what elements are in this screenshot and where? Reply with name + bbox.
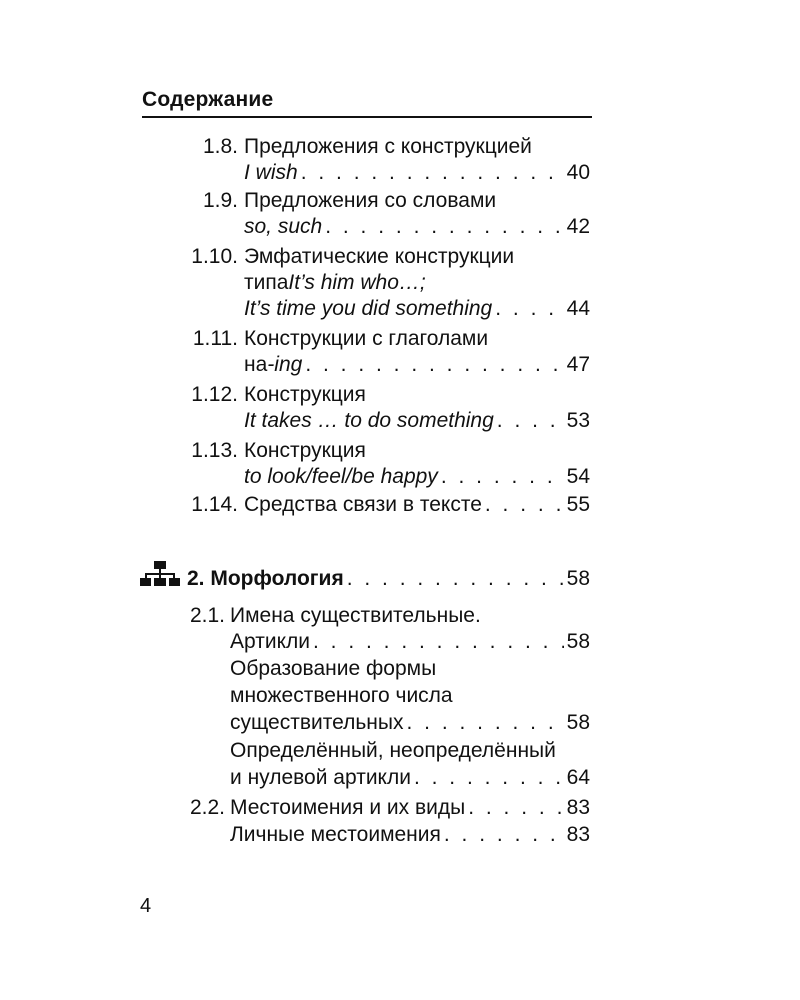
toc-entry-2-2[interactable]: Местоимения и их виды . . . 83 [230,795,590,821]
page-number: 4 [140,895,152,917]
toc-entry-title: Предложения с конструкцией [244,135,532,158]
toc-entry-1-11-line1[interactable]: Конструкции с глаголами [244,327,489,350]
toc-entry-1-9-line1[interactable]: Предложения со словами [244,189,497,212]
toc-subentry-personal-pronouns[interactable]: Личные местоимения . . . 83 [230,822,590,848]
section-title: 2. Морфология [187,567,344,590]
toc-entry-1-13-line1[interactable]: Конструкция [244,439,366,462]
page-ref: 83 [566,796,590,819]
dot-leader [468,795,563,821]
toc-number-2-2: 2.2. [189,796,225,819]
toc-number-1-12: 1.12. [191,383,238,406]
dot-leader [313,629,564,655]
toc-entry-1-8-line1[interactable] [244,134,532,160]
toc-entry-1-13-line2[interactable]: to look/feel/be happy . . . 54 [244,464,590,490]
toc-entry-1-10-line1[interactable]: Эмфатические конструкции [244,245,515,268]
dot-leader [497,408,564,434]
toc-number-1-11: 1.11. [192,327,238,350]
dot-leader [444,822,564,848]
dot-leader [347,566,564,592]
toc-entry-1-9-line2[interactable]: so, such . . . 42 [244,214,590,240]
page-ref: 55 [566,493,590,516]
toc-number-2-1: 2.1. [189,604,225,627]
header-title: Содержание [142,88,274,111]
page-ref: 54 [566,465,590,488]
toc-entry-1-12-line2[interactable]: It takes … to do something . . . 53 [244,408,590,434]
page-header [142,88,592,118]
page-ref: 58 [566,630,590,653]
toc-entry-1-10-line3[interactable]: It’s time you did something . . . 44 [244,296,590,322]
toc-entry-1-8-line2[interactable]: I wish . . . 40 [244,160,590,186]
toc-entry-2-1-line2[interactable]: Артикли . . . 58 [230,629,590,655]
toc-section-2[interactable] [187,566,590,592]
page-ref: 53 [566,409,590,432]
toc-number-1-14: 1.14. [191,493,238,516]
dot-leader [305,352,563,378]
toc-subentry-articles-line1[interactable]: Определённый, неопределённый [230,739,556,762]
toc-subentry-articles-line2[interactable]: и нулевой артикли . . . 64 [230,765,590,791]
dot-leader [485,492,564,518]
dot-leader [406,710,563,736]
toc-number-1-9: 1.9. [202,189,238,212]
dot-leader [325,214,563,240]
toc-entry-1-10-line2[interactable]: типа It’s him who…; [244,271,426,294]
toc-entry-2-1-line1[interactable]: Имена существительные. [230,604,481,627]
toc-entry-1-12-line1[interactable]: Конструкция [244,383,366,406]
toc-entry-1-11-line2[interactable]: на -ing . . . 47 [244,352,590,378]
dot-leader [301,160,564,186]
page-ref: 58 [566,711,590,734]
page-ref: 42 [566,215,590,238]
dot-leader [441,464,564,490]
toc-number-1-10: 1.10. [191,245,238,268]
toc-number-1-8: 1.8. [202,135,238,158]
page-ref: 58 [566,567,590,590]
page-ref: 64 [566,766,590,789]
hierarchy-icon [140,560,180,590]
toc-number-1-13: 1.13. [191,439,238,462]
toc-subentry-plural-line2[interactable]: множественного числа [230,684,453,707]
page-ref: 40 [566,161,590,184]
page-ref: 44 [566,297,590,320]
page-ref: 83 [566,823,590,846]
toc-entry-1-14[interactable]: Средства связи в тексте . . . 55 [244,492,590,518]
toc-subentry-plural-line3[interactable]: существительных . . . 58 [230,710,590,736]
toc-subentry-plural-line1[interactable]: Образование формы [230,657,437,680]
dot-leader [495,296,563,322]
dot-leader [414,765,564,791]
page-ref: 47 [566,353,590,376]
